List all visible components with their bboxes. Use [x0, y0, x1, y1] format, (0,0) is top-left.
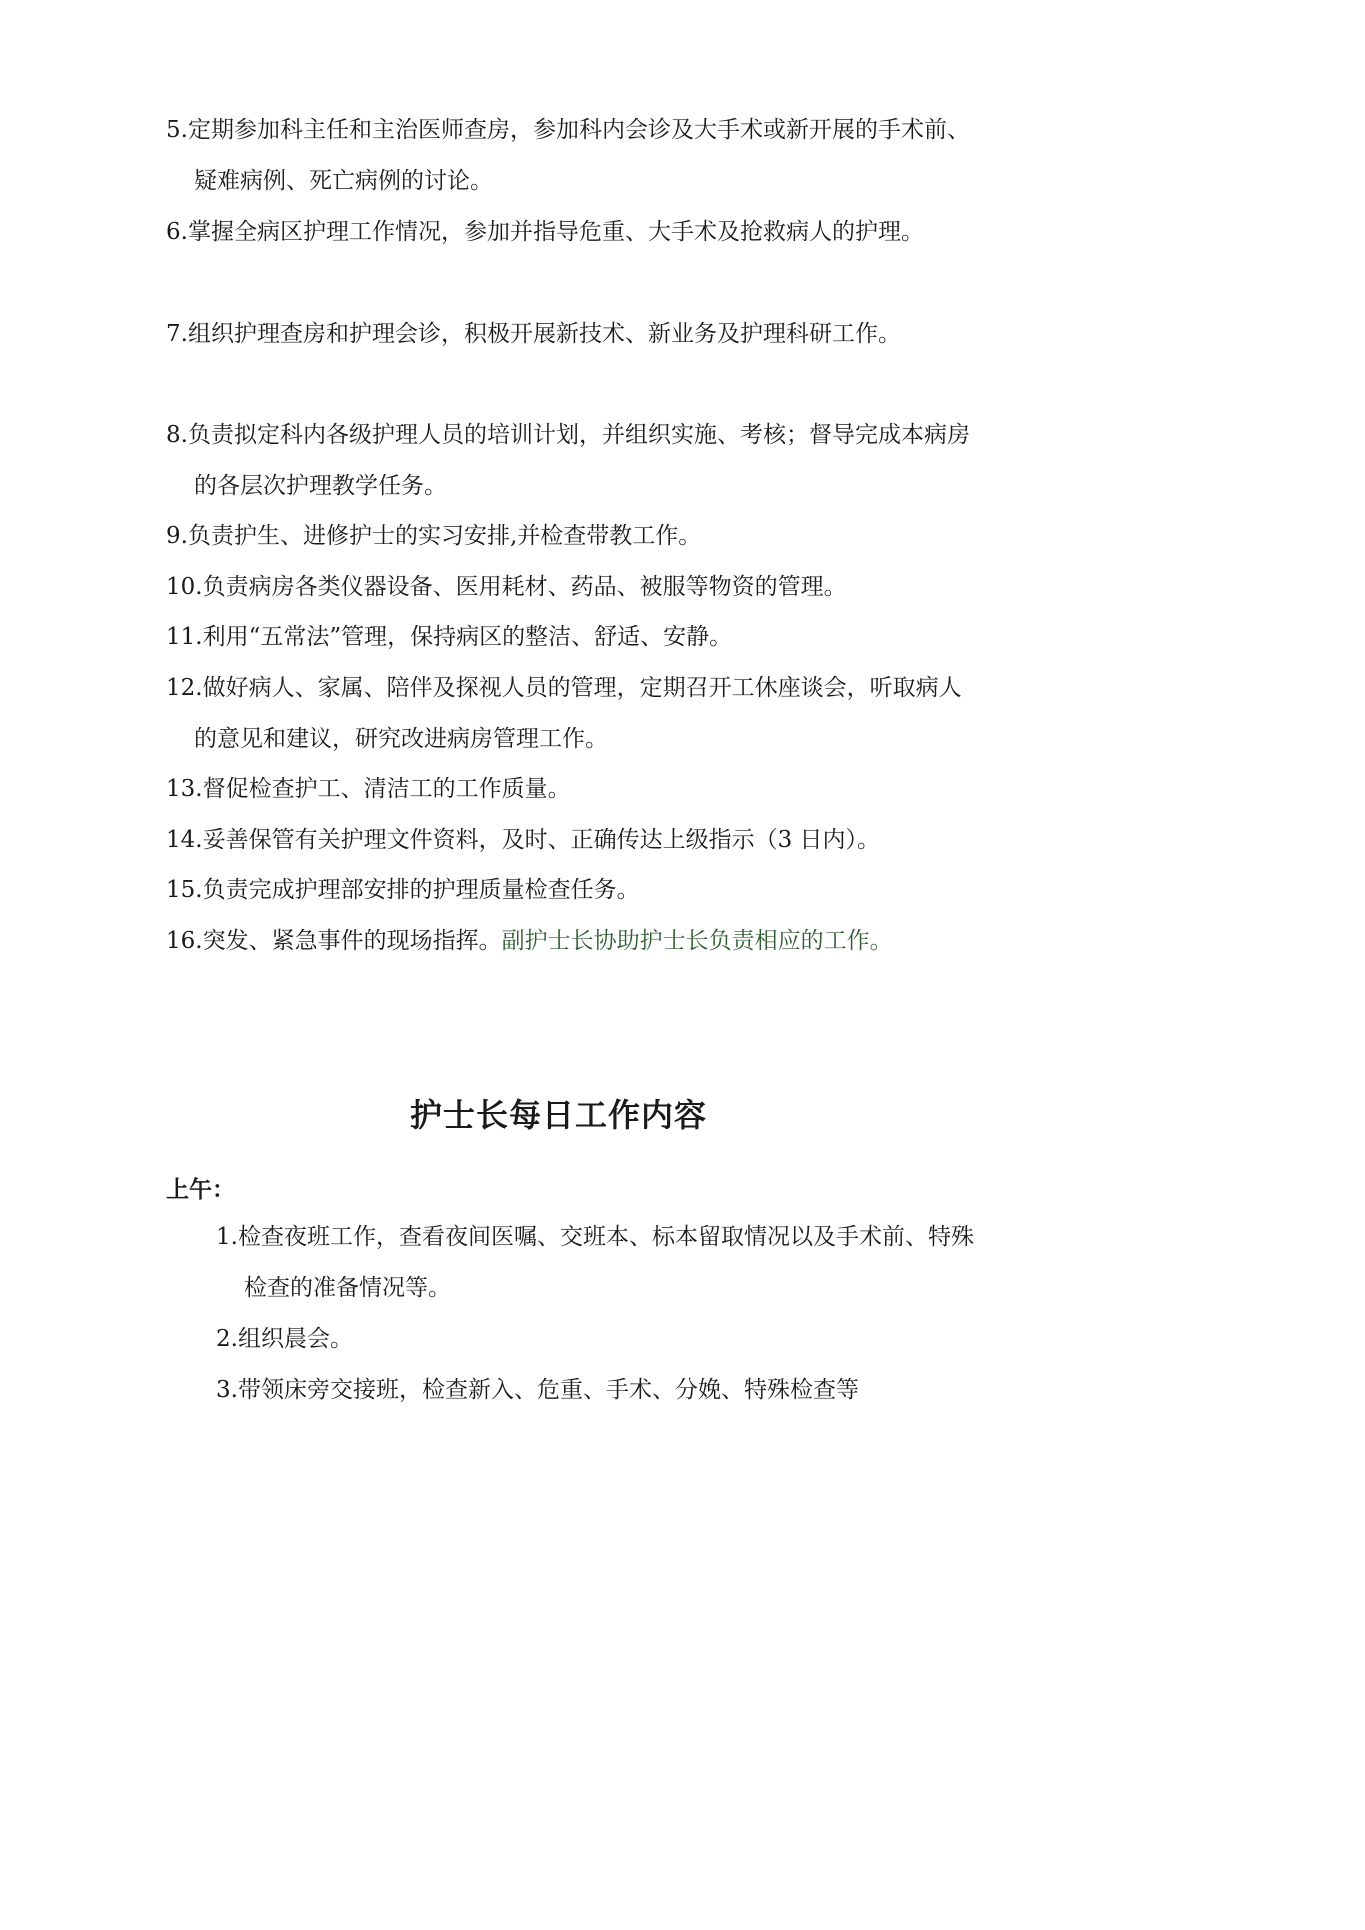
duty-number: 5.: [166, 117, 188, 143]
duty-number: 9.: [166, 523, 188, 549]
daily-number: 2.: [216, 1326, 238, 1352]
daily-text: 组织晨会。: [237, 1326, 353, 1352]
duty-text: 组织护理查房和护理会诊，积极开展新技术、新业务及护理科研工作。: [187, 321, 901, 347]
duty-number: 15.: [166, 877, 203, 903]
duty-item-15: [166, 865, 998, 916]
duty-number: 14.: [166, 827, 203, 853]
duty-item-6: [166, 207, 984, 258]
duty-item-8: [166, 410, 984, 512]
duty-text: 利用“五常法”管理，保持病区的整洁、舒适、安静。: [202, 624, 733, 650]
daily-item-2: [216, 1314, 984, 1365]
daily-number: 1.: [216, 1224, 238, 1250]
duty-text: 负责拟定科内各级护理人员的培训计划，并组织实施、考核；督导完成本病房的各层次护理教学任务。: [187, 422, 970, 499]
duty-text: 负责护生、进修护士的实习安排,并检查带教工作。: [187, 523, 702, 549]
duty-item-16: [166, 916, 956, 967]
duty-item-9: [166, 511, 984, 562]
duty-text: 突发、紧急事件的现场指挥。: [202, 928, 502, 954]
daily-text: 带领床旁交接班，检查新入、危重、手术、分娩、特殊检查等: [237, 1377, 859, 1403]
duty-number: 13.: [166, 776, 203, 802]
duty-text: 妥善保管有关护理文件资料，及时、正确传达上级指示（3 日内）。: [202, 827, 881, 853]
duty-item-10: [166, 562, 998, 613]
morning-label: 上午：: [166, 1177, 235, 1203]
duty-item-12: [166, 663, 984, 765]
duty-item-14: [166, 815, 998, 866]
duty-text: 定期参加科主任和主治医师查房，参加科内会诊及大手术或新开展的手术前、疑难病例、死亡病例的讨论。: [187, 117, 970, 194]
deputy-note: 副护士长协助护士长负责相应的工作。: [501, 928, 893, 954]
duty-item-13: [166, 764, 998, 815]
duty-text: 督促检查护工、清洁工的工作质量。: [202, 776, 571, 802]
duty-text: 负责病房各类仪器设备、医用耗材、药品、被服等物资的管理。: [202, 574, 847, 600]
daily-text: 检查夜班工作，查看夜间医嘱、交班本、标本留取情况以及手术前、特殊检查的准备情况等。: [237, 1224, 974, 1301]
duty-item-7: [166, 309, 956, 360]
duty-number: 11.: [166, 624, 203, 650]
daily-item-1: [216, 1212, 984, 1314]
duty-item-5: [166, 105, 984, 207]
duty-text: 做好病人、家属、陪伴及探视人员的管理，定期召开工休座谈会，听取病人的意见和建议，研究改进病房管理工作。: [194, 675, 962, 752]
duty-text: 掌握全病区护理工作情况，参加并指导危重、大手术及抢救病人的护理。: [187, 219, 924, 245]
daily-item-3: [216, 1365, 984, 1416]
duty-number: 7.: [166, 321, 188, 347]
page-title: 护士长每日工作内容: [409, 1096, 707, 1134]
daily-number: 3.: [216, 1377, 238, 1403]
duty-number: 10.: [166, 574, 203, 600]
duty-number: 12.: [166, 675, 203, 701]
duty-text: 负责完成护理部安排的护理质量检查任务。: [202, 877, 640, 903]
duty-number: 6.: [166, 219, 188, 245]
duty-number: 16.: [166, 928, 203, 954]
duty-number: 8.: [166, 422, 188, 448]
duty-item-11: [166, 612, 998, 663]
